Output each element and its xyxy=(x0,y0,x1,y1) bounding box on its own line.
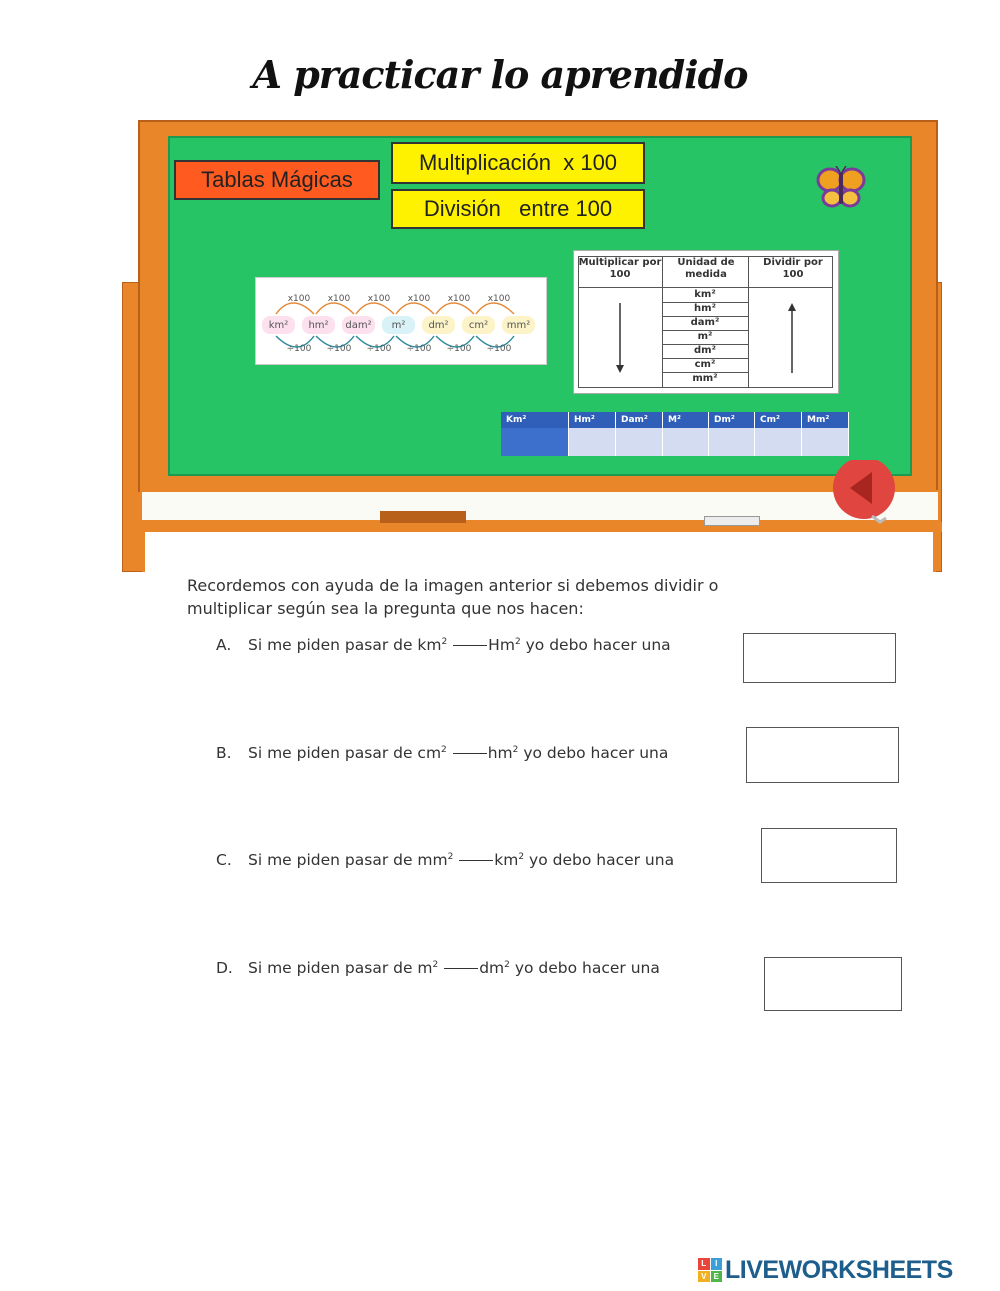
brand-name: LIVEWORKSHEETS xyxy=(725,1255,953,1284)
chain-mult-op: x100 xyxy=(367,294,391,304)
brand-mark-icon xyxy=(698,1258,722,1282)
question-d: D. Si me piden pasar de $m^2$ $dm^2$ yo debo hacer una xyxy=(216,959,660,977)
table-header-divide: Dividir por 100 xyxy=(763,257,823,280)
brand-mark-tile: V xyxy=(698,1271,710,1283)
chain-unit: mm² xyxy=(502,316,535,334)
table-unit: km² xyxy=(694,289,716,300)
table-header-unit: Unidad de medida xyxy=(677,257,735,280)
chain-mult-op: x100 xyxy=(487,294,511,304)
strip-header: M² xyxy=(663,412,709,428)
board-tray xyxy=(140,490,940,522)
table-header-multiply: Multiplicar por 100 xyxy=(578,257,662,280)
strip-header: Cm² xyxy=(755,412,802,428)
table-unit: hm² xyxy=(694,303,716,314)
strip-header: Dm² xyxy=(709,412,755,428)
chain-unit: dm² xyxy=(422,316,455,334)
table-unit: cm² xyxy=(694,359,716,370)
strip-cell xyxy=(616,428,663,456)
table-unit: dam² xyxy=(690,317,720,328)
conversion-chain xyxy=(255,277,547,365)
intro-line-2: multiplicar según sea la pregunta que nos hacen: xyxy=(187,599,584,618)
brand-mark-tile: I xyxy=(711,1258,723,1270)
butterfly-icon xyxy=(816,166,866,210)
tablas-magicas-label: Tablas Mágicas xyxy=(174,160,380,200)
chain-unit: dam² xyxy=(342,316,375,334)
strip-cell xyxy=(709,428,755,456)
strip-cell xyxy=(569,428,616,456)
board-lower-panel xyxy=(142,532,936,572)
answer-box-d[interactable] xyxy=(764,957,902,1011)
strip-cell xyxy=(501,428,569,456)
strip-cell xyxy=(802,428,849,456)
table-unit: m² xyxy=(697,331,713,342)
chain-div-op: ÷100 xyxy=(446,344,472,354)
chain-unit: cm² xyxy=(462,316,495,334)
chain-unit: km² xyxy=(262,316,295,334)
strip-header: Hm² xyxy=(569,412,616,428)
chain-div-op: ÷100 xyxy=(286,344,312,354)
question-a: A. Si me piden pasar de $km^2$ Hm$^2$ yo debo hacer una xyxy=(216,636,671,654)
chalk xyxy=(704,516,760,526)
strip-header: Mm² xyxy=(802,412,849,428)
question-c: C. Si me piden pasar de $mm^2$ $km^2$ yo debo hacer una xyxy=(216,851,675,869)
brand-mark-tile: L xyxy=(698,1258,710,1270)
strip-cell xyxy=(755,428,802,456)
division-label: División entre 100 xyxy=(391,189,645,229)
page-title: A practicar lo aprendido xyxy=(252,52,748,97)
chain-mult-op: x100 xyxy=(447,294,471,304)
strip-header: Km² xyxy=(501,412,569,428)
question-b: B. Si me piden pasar de $cm^2$ $hm^2$ yo debo hacer una xyxy=(216,744,669,762)
chain-unit: m² xyxy=(382,316,415,334)
strip-cell xyxy=(663,428,709,456)
multiplication-label: Multiplicación x 100 xyxy=(391,142,645,184)
table-unit: dm² xyxy=(694,345,716,356)
table-unit: mm² xyxy=(692,373,718,384)
chain-unit: hm² xyxy=(302,316,335,334)
chain-div-op: ÷100 xyxy=(326,344,352,354)
board-ledge xyxy=(132,522,942,532)
chain-mult-op: x100 xyxy=(287,294,311,304)
strip-header: Dam² xyxy=(616,412,663,428)
chain-div-op: ÷100 xyxy=(486,344,512,354)
unit-strip xyxy=(501,412,849,456)
liveworksheets-logo xyxy=(698,1256,953,1284)
intro-line-1: Recordemos con ayuda de la imagen anterior si debemos dividir o xyxy=(187,576,719,595)
eraser xyxy=(380,511,466,523)
chain-mult-op: x100 xyxy=(327,294,351,304)
chain-div-op: ÷100 xyxy=(406,344,432,354)
unit-conversion-table xyxy=(573,250,839,394)
brand-mark-tile: E xyxy=(711,1271,723,1283)
answer-box-c[interactable] xyxy=(761,828,897,883)
answer-box-b[interactable] xyxy=(746,727,899,783)
chain-div-op: ÷100 xyxy=(366,344,392,354)
answer-box-a[interactable] xyxy=(743,633,896,683)
chain-mult-op: x100 xyxy=(407,294,431,304)
back-arrow-button[interactable] xyxy=(832,460,898,526)
